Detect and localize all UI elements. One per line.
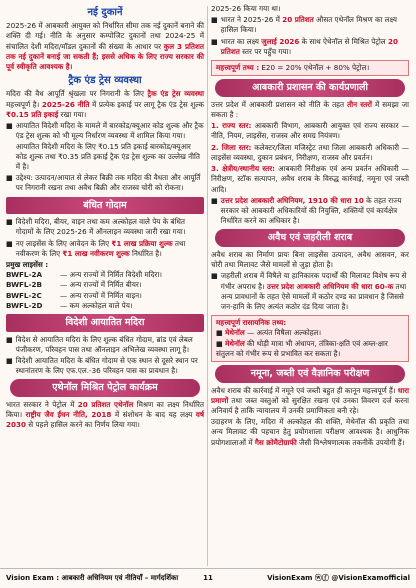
text: के तहत राज्य सरकार को आबकारी अधिकारियों की नियुक्ति, शक्तियों एवं कार्यक्षेत्र निर्धारित करने का अधिकार है। xyxy=(220,195,402,226)
highlight-text: गैस क्रोमैटोग्राफी xyxy=(254,437,297,447)
right-column xyxy=(211,4,409,449)
fact-term: मेथेनॉल xyxy=(225,338,245,348)
section-title-illicit-liquor: अवैध एवं जहरीली शराब xyxy=(215,229,405,246)
bullet-text: विदेशी आयातित मदिरा के बंधित गोदाम से एक स्थान से दूसरे स्थान पर स्थानांतरण के लिए एफ.एल.-36 परिवहन पास का प्रावधान है। xyxy=(15,356,198,376)
highlight-text: जुलाई 2026 xyxy=(261,36,300,46)
text: 2025-26 में आबकारी आयुक्त को निर्धारित सीमा तक नई दुकानें बनाने की शक्ति दी गई। नीति के अनुसार कम्पोजिट दुकानों तथा 2024-25 में संचालित देशी मदिरा/मॉडल दुकानों की संख्या के आधार पर xyxy=(6,21,204,51)
fact-line: ■ मेथेनॉल की थोड़ी मात्रा भी अंधापन, तंत्रिका-क्षति एवं अम्ल-क्षार संतुलन को गंभीर रूप से प्रभावित कर सकता है। xyxy=(216,338,388,358)
license-code: BWFL-2B xyxy=(6,280,42,290)
paragraph xyxy=(211,386,409,417)
list-item xyxy=(211,164,409,195)
bullet-text: विदेश से आयातित मदिरा के लिए शुल्क बंधित गोदाम, ब्रांड एवं लेबल पंजीकरण, परिवहन पास तथा ऑनलाइन अभिलेख व्यवस्था लागू है। xyxy=(15,334,193,354)
bullet-icon: ■ xyxy=(211,271,218,281)
text: में समझा जा सकता है : xyxy=(211,99,409,120)
fact-line: ■ मेथेनॉल — अत्यंत विषैला अल्कोहल। xyxy=(216,328,322,338)
license-desc: — अन्य राज्यों में निर्मित वाइन। xyxy=(60,290,142,300)
text: मदिरा की वैध आपूर्ति श्रृंखला पर निगरानी के लिए xyxy=(6,89,148,99)
left-column xyxy=(6,4,204,432)
highlight-text: ट्रैक एंड ट्रेस व्यवस्था xyxy=(147,89,205,99)
bullet-icon: ■ xyxy=(6,121,13,131)
page-number: 11 xyxy=(203,573,213,582)
level-label: 1. राज्य स्तर: xyxy=(211,121,252,131)
text: तथा जब्त वस्तुओं को सुरक्षित रखना एवं उनका विवरण दर्ज करना अनिवार्य है ताकि न्यायालय में उनकी प्रमाणिकता बनी रहे। xyxy=(211,395,409,416)
highlight-text: ₹1 लाख प्रक्रिया शुल्क xyxy=(111,238,173,248)
highlight-text: वर्ष 2030 xyxy=(6,410,205,430)
text: नए लाइसेंस के लिए आवेदन के लिए xyxy=(15,238,112,248)
section-title-ethanol-program: एथेनॉल मिश्रित पेट्रोल कार्यक्रम xyxy=(10,379,200,396)
bullet-icon: ■ xyxy=(6,334,13,344)
paragraph xyxy=(6,89,204,120)
highlight-text: उत्तर प्रदेश आबकारी अधिनियम की धारा 60-क xyxy=(266,281,394,291)
list-item xyxy=(6,239,204,259)
bullet-icon: ■ xyxy=(6,173,13,183)
list-item xyxy=(211,121,409,141)
bullet-icon: ■ xyxy=(6,356,13,366)
column-divider xyxy=(207,6,208,566)
text: निर्धारित है। xyxy=(129,248,162,258)
text: जहरीली शराब में विषैले या हानिकारक पदार्थों की मिलावट विशेष रूप से गंभीर अपराध है। xyxy=(220,271,407,291)
list-item xyxy=(6,356,204,376)
license-desc: — अन्य राज्यों में निर्मित विदेशी मदिरा। xyxy=(60,270,162,280)
highlight-text: राष्ट्रीय जैव ईंधन नीति, 2018 xyxy=(25,410,112,420)
paragraph xyxy=(211,100,409,120)
paragraph xyxy=(6,21,204,72)
highlight-text: 2025-26 नीति xyxy=(41,99,90,109)
bullet-text: उद्देश्य: उत्पादन/आयात से लेकर बिक्री तक मदिरा की वैधता और आपूर्ति पर निगरानी रखना तथा अवैध बिक्री और राजस्व चोरी को रोकना। xyxy=(15,173,201,193)
list-item xyxy=(211,37,409,57)
footer-title: Vision Exam : आबकारी अधिनियम एवं नीतियाँ – मार्गदर्शिका xyxy=(6,573,179,582)
bullet-icon: ■ xyxy=(211,36,218,46)
level-label: 2. जिला स्तर: xyxy=(211,142,252,152)
text: आबकारी निरीक्षक एवं अन्य प्रवर्तन अधिकारी — निरीक्षण, स्टॉक सत्यापन, अवैध शराब के विरुद्ध कार्रवाई, नमूना एवं जब्ती आदि। xyxy=(211,164,409,194)
list-item xyxy=(6,335,204,355)
fact-text: E20 = 20% एथेनॉल + 80% पेट्रोल। xyxy=(259,63,370,73)
text: अवैध शराब की कार्रवाई में नमूने एवं जब्ती बहुत ही कानून महत्त्वपूर्ण हैं। xyxy=(211,385,398,395)
highlight-text: कुल 3 प्रतिशत तक नई दुकानें बनाई जा सकती हैं; इससे अधिक के लिए राज्य सरकार की पूर्व स्वीकृति आवश्यक है। xyxy=(6,41,204,72)
chemical-fact-box xyxy=(211,315,409,362)
paragraph: 2025-26 किया गया था। xyxy=(211,4,281,13)
text: उत्तर प्रदेश में आबकारी प्रशासन को नीति के तहत xyxy=(211,99,348,109)
page-footer xyxy=(0,568,416,588)
license-desc: — कम अल्कोहल वाले पेय। xyxy=(60,300,133,310)
text: भारत ने 2025-26 में xyxy=(220,15,283,25)
list-item xyxy=(211,271,409,312)
text: जैसी विश्लेषणात्मक तकनीकें उपयोगी हैं। xyxy=(296,437,405,447)
license-desc: — अन्य राज्यों में निर्मित बीयर। xyxy=(60,280,142,290)
text: उदाहरण के लिए, मदिरा में अल्कोहल की शक्ति, मेथेनॉल की प्रकृति तथा अन्य मिलावट की पहचान हेतु प्रयोगशाला परीक्षण आवश्यक है। आधुनिक प्रयोगशालाओं में xyxy=(211,417,409,447)
list-item xyxy=(6,173,204,193)
list-item xyxy=(211,15,409,35)
text: रखा गया। xyxy=(58,109,87,119)
text: औसत एथेनॉल मिश्रण का लक्ष्य हासिल किया। xyxy=(220,15,397,35)
license-code: BWFL-2D xyxy=(6,300,43,310)
section-title-bonded-warehouse: बंधित गोदाम xyxy=(6,197,204,214)
list-item xyxy=(211,143,409,163)
text: के साथ ऐथेनॉल से मिश्रित पेट्रोल xyxy=(299,36,388,46)
text: आबकारी विभाग, आबकारी आयुक्त एवं राज्य सरकार — नीति, नियम, लाइसेंस, राजस्व और समग्र नियंत्रण। xyxy=(211,121,409,141)
fact-label: महत्त्वपूर्ण तथ्य : xyxy=(216,63,260,73)
level-label: 3. क्षेत्रीय/स्थानीय स्तर: xyxy=(211,164,276,174)
highlight-text: ₹1 लाख नवीकरण शुल्क xyxy=(62,248,130,258)
highlight-text: तीन स्तरों xyxy=(347,99,372,109)
text: मिश्रण का लक्ष्य निर्धारित किया। xyxy=(6,399,204,420)
license-row xyxy=(6,301,204,311)
list-item xyxy=(6,217,204,237)
highlight-text: 20 प्रतिशत xyxy=(220,36,398,56)
highlight-text: धारा प्रमाणों xyxy=(211,385,409,405)
fact-box xyxy=(211,60,409,76)
license-list xyxy=(6,270,204,311)
text: स्तर पर पहुँच गया। xyxy=(239,46,292,56)
section-title-sampling-testing: नमूना, जब्ती एवं वैज्ञानिक परीक्षण xyxy=(215,365,405,382)
license-row xyxy=(6,270,204,280)
text: तथा नवीकरण के लिए xyxy=(15,238,186,258)
text: महत्त्वपूर्ण है। xyxy=(6,99,42,109)
section-title-new-shops: नई दुकानें xyxy=(87,7,123,18)
paragraph xyxy=(211,417,409,448)
highlight-text: ₹0.15 प्रति इकाई xyxy=(6,109,59,119)
license-list-title: प्रमुख लाइसेंस : xyxy=(6,260,49,270)
highlight-text: 20 प्रतिशत xyxy=(282,15,314,25)
section-title-track-trace: ट्रैक एंड ट्रेस व्यवस्था xyxy=(68,75,142,87)
highlight-text: 20 प्रतिशत एथेनॉल xyxy=(77,399,134,409)
bullet-icon: ■ xyxy=(6,238,13,248)
license-row xyxy=(6,280,204,290)
license-code: BWFL-2C xyxy=(6,290,42,300)
text: कलेक्टर/जिला मजिस्ट्रेट तथा जिला आबकारी अधिकारी — लाइसेंस व्यवस्था, दुकान प्रबंधन, निरीक्षण, राजस्व और प्रवर्तन। xyxy=(211,142,409,162)
paragraph xyxy=(6,400,204,431)
license-code: BWFL-2A xyxy=(6,270,43,280)
list-item xyxy=(211,196,409,227)
fact-text: — अत्यंत विषैला अल्कोहल। xyxy=(244,328,322,338)
bullet-icon: ■ xyxy=(6,217,13,227)
section-title-excise-admin: आबकारी प्रशासन की कार्यप्रणाली xyxy=(215,79,405,96)
text: भारत सरकार ने पेट्रोल में xyxy=(6,399,78,409)
paragraph: अवैध शराब का निर्माण प्रायः बिना लाइसेंस उत्पादन, अवैध आसवन, कर चोरी तथा मिलावट जैसे मामलों से जुड़ा होता है। xyxy=(211,249,409,270)
bullet-icon: ■ xyxy=(211,15,218,25)
list-item xyxy=(6,121,204,172)
license-row xyxy=(6,291,204,301)
bullet-icon: ■ xyxy=(211,195,218,205)
footer-social: VisionExam ⓦⓕ @VisionExamofficial xyxy=(267,573,410,582)
text: तथा अन्य प्रावधानों के तहत ऐसे मामलों में कठोर दण्ड का प्रावधान है जिससे जन-हानि के लिए अत्यंत कठोर दंड दिया जाता है। xyxy=(220,281,407,311)
fact-label: महत्त्वपूर्ण रासायनिक तथ्य: xyxy=(216,318,287,328)
bullet-text: आयातित विदेशी मदिरा के मामले में बारकोड/क्यूआर कोड शुल्क और ट्रैक एंड ट्रेस शुल्क को भी मूल्य निर्धारण व्यवस्था में शामिल किया गया। आयातित विदेशी मदिरा के लिए ₹0.15 प्रति इकाई बारकोड/क्यूआर कोड शुल्क तथा ₹0.35 प्रति इकाई ट्रैक एंड ट्रेस शुल्क का उल्लेख नीति में है। xyxy=(15,121,204,171)
fact-term: मेथेनॉल xyxy=(225,328,245,338)
bullet-text: विदेशी मदिरा, बीयर, वाइन तथा कम अल्कोहल वाले पेय के बंधित गोदामों के लिए 2025-26 में ऑनलाइन व्यवस्था जारी रखा गया। xyxy=(15,217,186,237)
text: में संशोधन के बाद यह लक्ष्य xyxy=(111,410,196,420)
fact-text: की थोड़ी मात्रा भी अंधापन, तंत्रिका-क्षति एवं अम्ल-क्षार संतुलन को गंभीर रूप से प्रभावित कर सकता है। xyxy=(216,338,388,358)
text: भारत का लक्ष्य xyxy=(220,36,262,46)
text: से पहले हासिल करने का निर्णय लिया गया। xyxy=(26,420,140,430)
text: में प्रत्येक इकाई पर लागू ट्रैक एंड ट्रेस शुल्क xyxy=(89,99,205,109)
highlight-text: उत्तर प्रदेश आबकारी अधिनियम, 1910 की धारा 10 xyxy=(220,195,364,205)
section-title-imported-liquor: विदेशी आयातित मदिरा xyxy=(6,314,204,331)
